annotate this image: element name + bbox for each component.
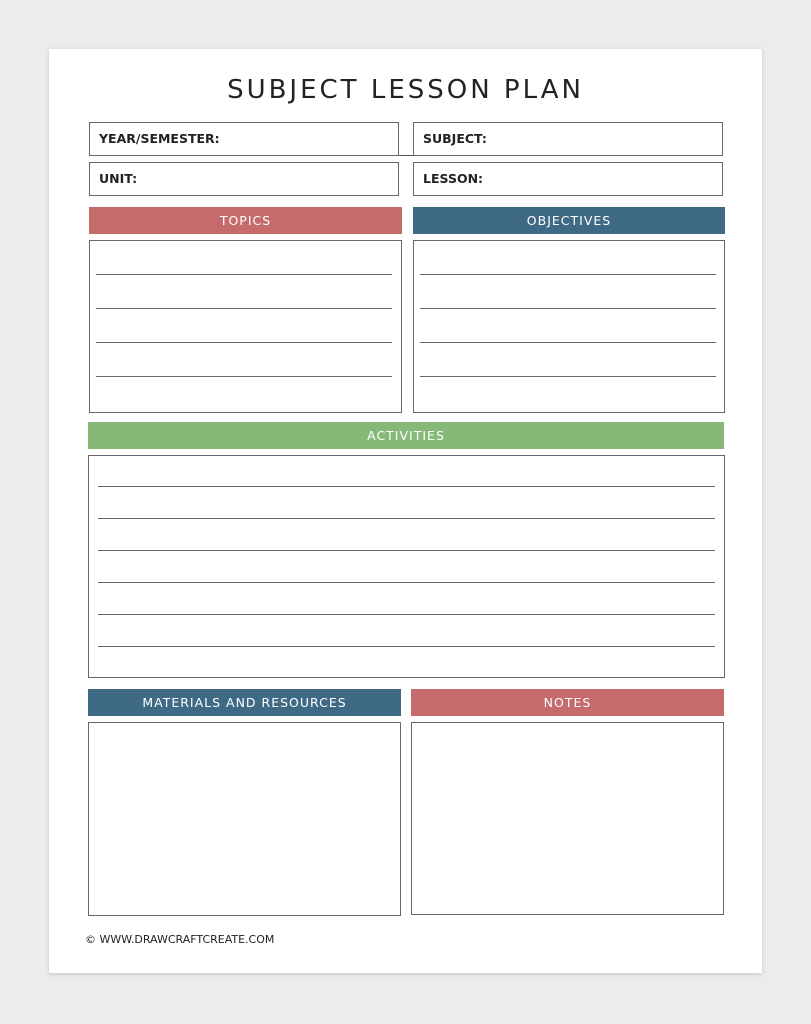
copyright-footer: © WWW.DRAWCRAFTCREATE.COM [85, 933, 275, 946]
topics-header: TOPICS [89, 207, 402, 234]
activities-line [98, 518, 715, 519]
activities-box[interactable] [88, 455, 725, 678]
year-semester-label: YEAR/SEMESTER: [99, 131, 220, 146]
topics-box[interactable] [89, 240, 402, 413]
lesson-plan-page [49, 49, 762, 973]
topics-line [96, 274, 392, 275]
objectives-line [420, 342, 716, 343]
activities-line [98, 550, 715, 551]
activities-header: ACTIVITIES [88, 422, 724, 449]
unit-label: UNIT: [99, 171, 138, 186]
lesson-field[interactable] [413, 162, 723, 196]
activities-line [98, 582, 715, 583]
topics-line [96, 376, 392, 377]
unit-field[interactable] [89, 162, 399, 196]
objectives-box[interactable] [413, 240, 725, 413]
page-title: SUBJECT LESSON PLAN [227, 75, 584, 105]
activities-line [98, 614, 715, 615]
activities-line [98, 646, 715, 647]
objectives-header: OBJECTIVES [413, 207, 725, 234]
objectives-line [420, 376, 716, 377]
objectives-line [420, 274, 716, 275]
subject-field[interactable] [413, 122, 723, 156]
notes-header: NOTES [411, 689, 724, 716]
materials-header: MATERIALS AND RESOURCES [88, 689, 401, 716]
topics-line [96, 308, 392, 309]
lesson-label: LESSON: [423, 171, 484, 186]
topics-line [96, 342, 392, 343]
materials-box[interactable] [88, 722, 401, 916]
subject-label: SUBJECT: [423, 131, 487, 146]
notes-box[interactable] [411, 722, 724, 915]
year-semester-field[interactable] [89, 122, 399, 156]
activities-line [98, 486, 715, 487]
objectives-line [420, 308, 716, 309]
